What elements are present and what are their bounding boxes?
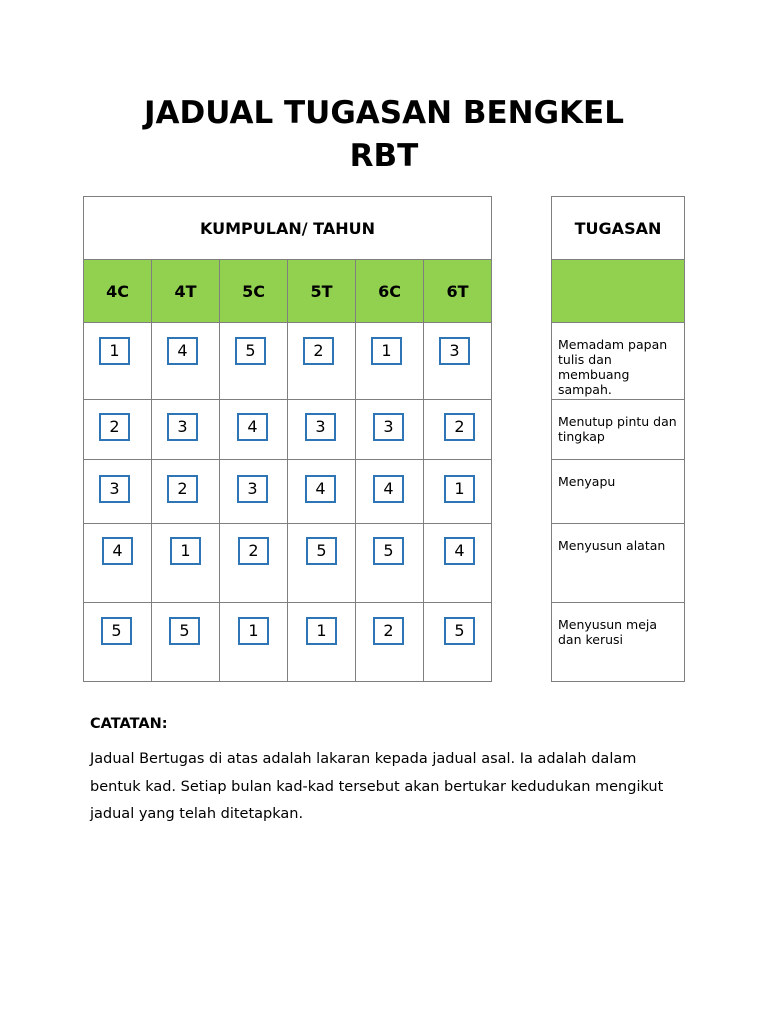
number-card: 4 [373,475,404,503]
page-title [0,92,768,178]
number-card: 5 [373,537,404,565]
number-card: 3 [237,475,268,503]
column-header: 6T [424,260,492,323]
table-cell [424,460,492,524]
column-header: 4C [84,260,152,323]
number-card: 1 [371,337,402,365]
table-row [84,323,492,400]
number-card: 4 [167,337,198,365]
title-line-2: RBT [349,138,419,174]
table-cell [84,400,152,460]
table-cell [220,524,288,603]
table-row [84,603,492,682]
table-cell [152,323,220,400]
number-card: 3 [305,413,336,441]
notes-heading: CATATAN: [90,716,168,732]
task-cell: Menyusun alatan [552,524,685,603]
number-card: 2 [167,475,198,503]
number-card: 1 [238,617,269,645]
column-header: 4T [152,260,220,323]
table-cell [84,323,152,400]
table-cell [288,400,356,460]
number-card: 2 [99,413,130,441]
task-cell: Menyapu [552,460,685,524]
number-card: 3 [373,413,404,441]
number-card: 2 [303,337,334,365]
task-table [551,196,685,682]
table-cell [152,460,220,524]
task-header: TUGASAN [552,197,685,260]
table-cell [220,460,288,524]
title-line-1: JADUAL TUGASAN BENGKEL [144,95,624,131]
number-card: 1 [444,475,475,503]
column-header: 5T [288,260,356,323]
number-card: 3 [167,413,198,441]
table-cell [288,323,356,400]
number-card: 5 [444,617,475,645]
task-header-band [552,260,685,323]
number-card: 3 [439,337,470,365]
number-card: 5 [306,537,337,565]
column-header: 5C [220,260,288,323]
number-card: 1 [170,537,201,565]
table-cell [152,524,220,603]
group-schedule-table [83,196,492,682]
number-card: 2 [238,537,269,565]
number-card: 1 [99,337,130,365]
column-header: 6C [356,260,424,323]
table-cell [424,524,492,603]
table-cell [220,603,288,682]
number-card: 5 [235,337,266,365]
notes-body: Jadual Bertugas di atas adalah lakaran kepada jadual asal. Ia adalah dalam bentuk kad. Setiap bulan kad-kad tersebut akan bertukar kedudukan mengikut jadual yang telah ditetapkan. [90,751,664,822]
table-cell [288,524,356,603]
table-row [84,524,492,603]
table-cell [356,603,424,682]
number-card: 4 [444,537,475,565]
task-cell: Menutup pintu dan tingkap [552,400,685,460]
table-row [84,460,492,524]
table-cell [424,400,492,460]
number-card: 2 [373,617,404,645]
table-cell [152,603,220,682]
number-card: 4 [102,537,133,565]
table-cell [84,603,152,682]
number-card: 5 [169,617,200,645]
table-cell [288,603,356,682]
table-cell [220,400,288,460]
table-cell [84,524,152,603]
table-cell [356,400,424,460]
group-header: KUMPULAN/ TAHUN [84,197,492,260]
table-cell [84,460,152,524]
table-cell [424,323,492,400]
number-card: 5 [101,617,132,645]
table-cell [424,603,492,682]
table-cell [356,323,424,400]
table-cell [356,524,424,603]
table-cell [288,460,356,524]
number-card: 4 [237,413,268,441]
task-cell: Menyusun meja dan kerusi [552,603,685,682]
task-cell: Memadam papan tulis dan membuang sampah. [552,323,685,400]
number-card: 1 [306,617,337,645]
number-card: 2 [444,413,475,441]
number-card: 4 [305,475,336,503]
table-row [84,400,492,460]
table-cell [356,460,424,524]
number-card: 3 [99,475,130,503]
table-cell [152,400,220,460]
table-cell [220,323,288,400]
